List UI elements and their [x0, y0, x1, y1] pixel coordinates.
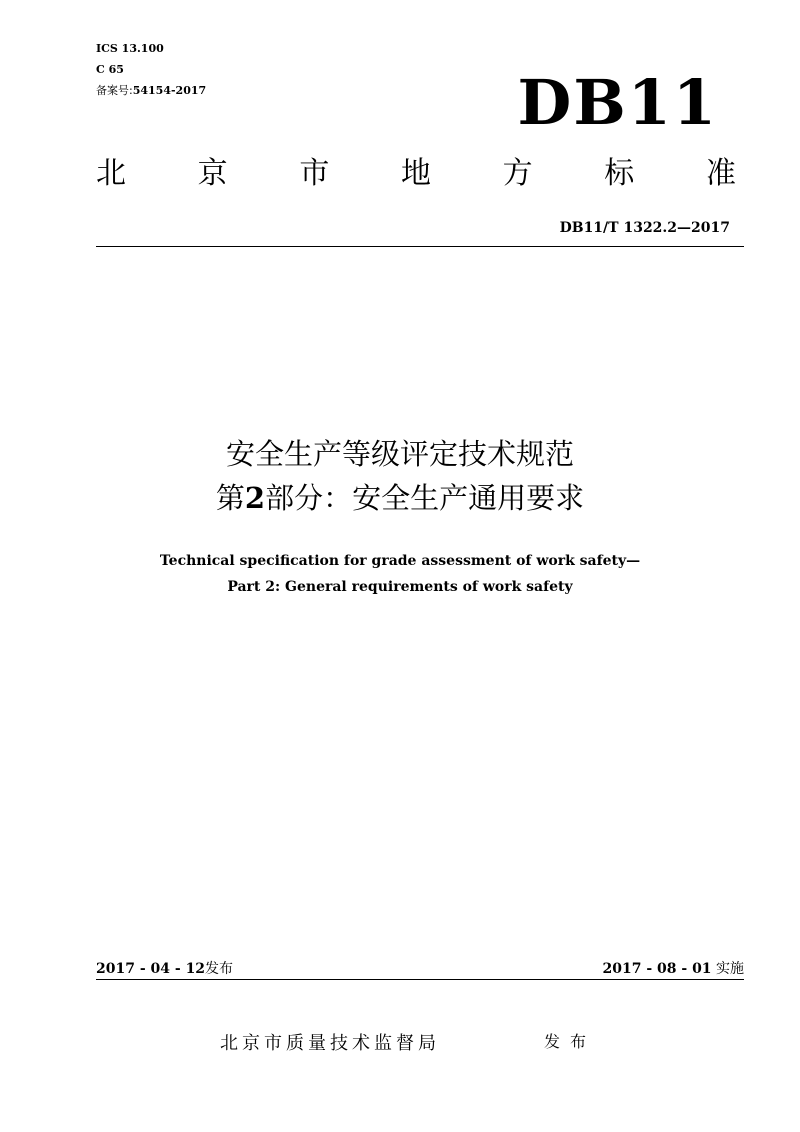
- standard-type-char: 标: [604, 156, 635, 191]
- standard-type-char: 市: [299, 156, 330, 191]
- standard-type-char: 京: [197, 156, 228, 191]
- issuing-authority: 北京市质量技术监督局: [220, 1033, 440, 1054]
- subtitle-prefix: 第: [215, 481, 245, 515]
- header-divider: [96, 246, 744, 247]
- subtitle-part-number: 2: [244, 481, 266, 515]
- implement-date-label: 实施: [716, 961, 744, 977]
- english-title-line2: Part 2: General requirements of work safety: [227, 579, 573, 595]
- ics-code: ICS 13.100: [96, 42, 164, 55]
- footer-divider: [96, 979, 744, 980]
- standard-type-char: 准: [705, 156, 736, 191]
- subtitle-suffix: 部分：安全生产通用要求: [265, 481, 585, 515]
- record-label: 备案号:: [96, 84, 133, 97]
- implement-date-value: 2017 - 08 - 01: [602, 961, 712, 977]
- db11-logo: DB11: [517, 66, 718, 139]
- document-title: 安全生产等级评定技术规范: [225, 437, 574, 471]
- publish-date-value: 2017 - 04 - 12: [96, 961, 206, 977]
- standard-type-char: 方: [502, 156, 533, 191]
- record-number: [96, 84, 206, 97]
- publish-date-label: 发布: [205, 961, 234, 977]
- standard-type-char: 地: [400, 156, 431, 191]
- implement-date: [603, 959, 745, 979]
- standard-type-char: 北: [96, 156, 126, 191]
- publish-date: [96, 959, 233, 979]
- issue-label: 发布: [544, 1032, 597, 1051]
- record-value: 54154-2017: [132, 84, 207, 97]
- document-subtitle: [0, 478, 800, 518]
- standard-code: DB11/T 1322.2—2017: [559, 220, 730, 236]
- standard-type-heading: [96, 152, 736, 196]
- ccs-code: C 65: [96, 63, 124, 76]
- english-title-line1: Technical specification for grade assessment of work safety—: [159, 553, 641, 569]
